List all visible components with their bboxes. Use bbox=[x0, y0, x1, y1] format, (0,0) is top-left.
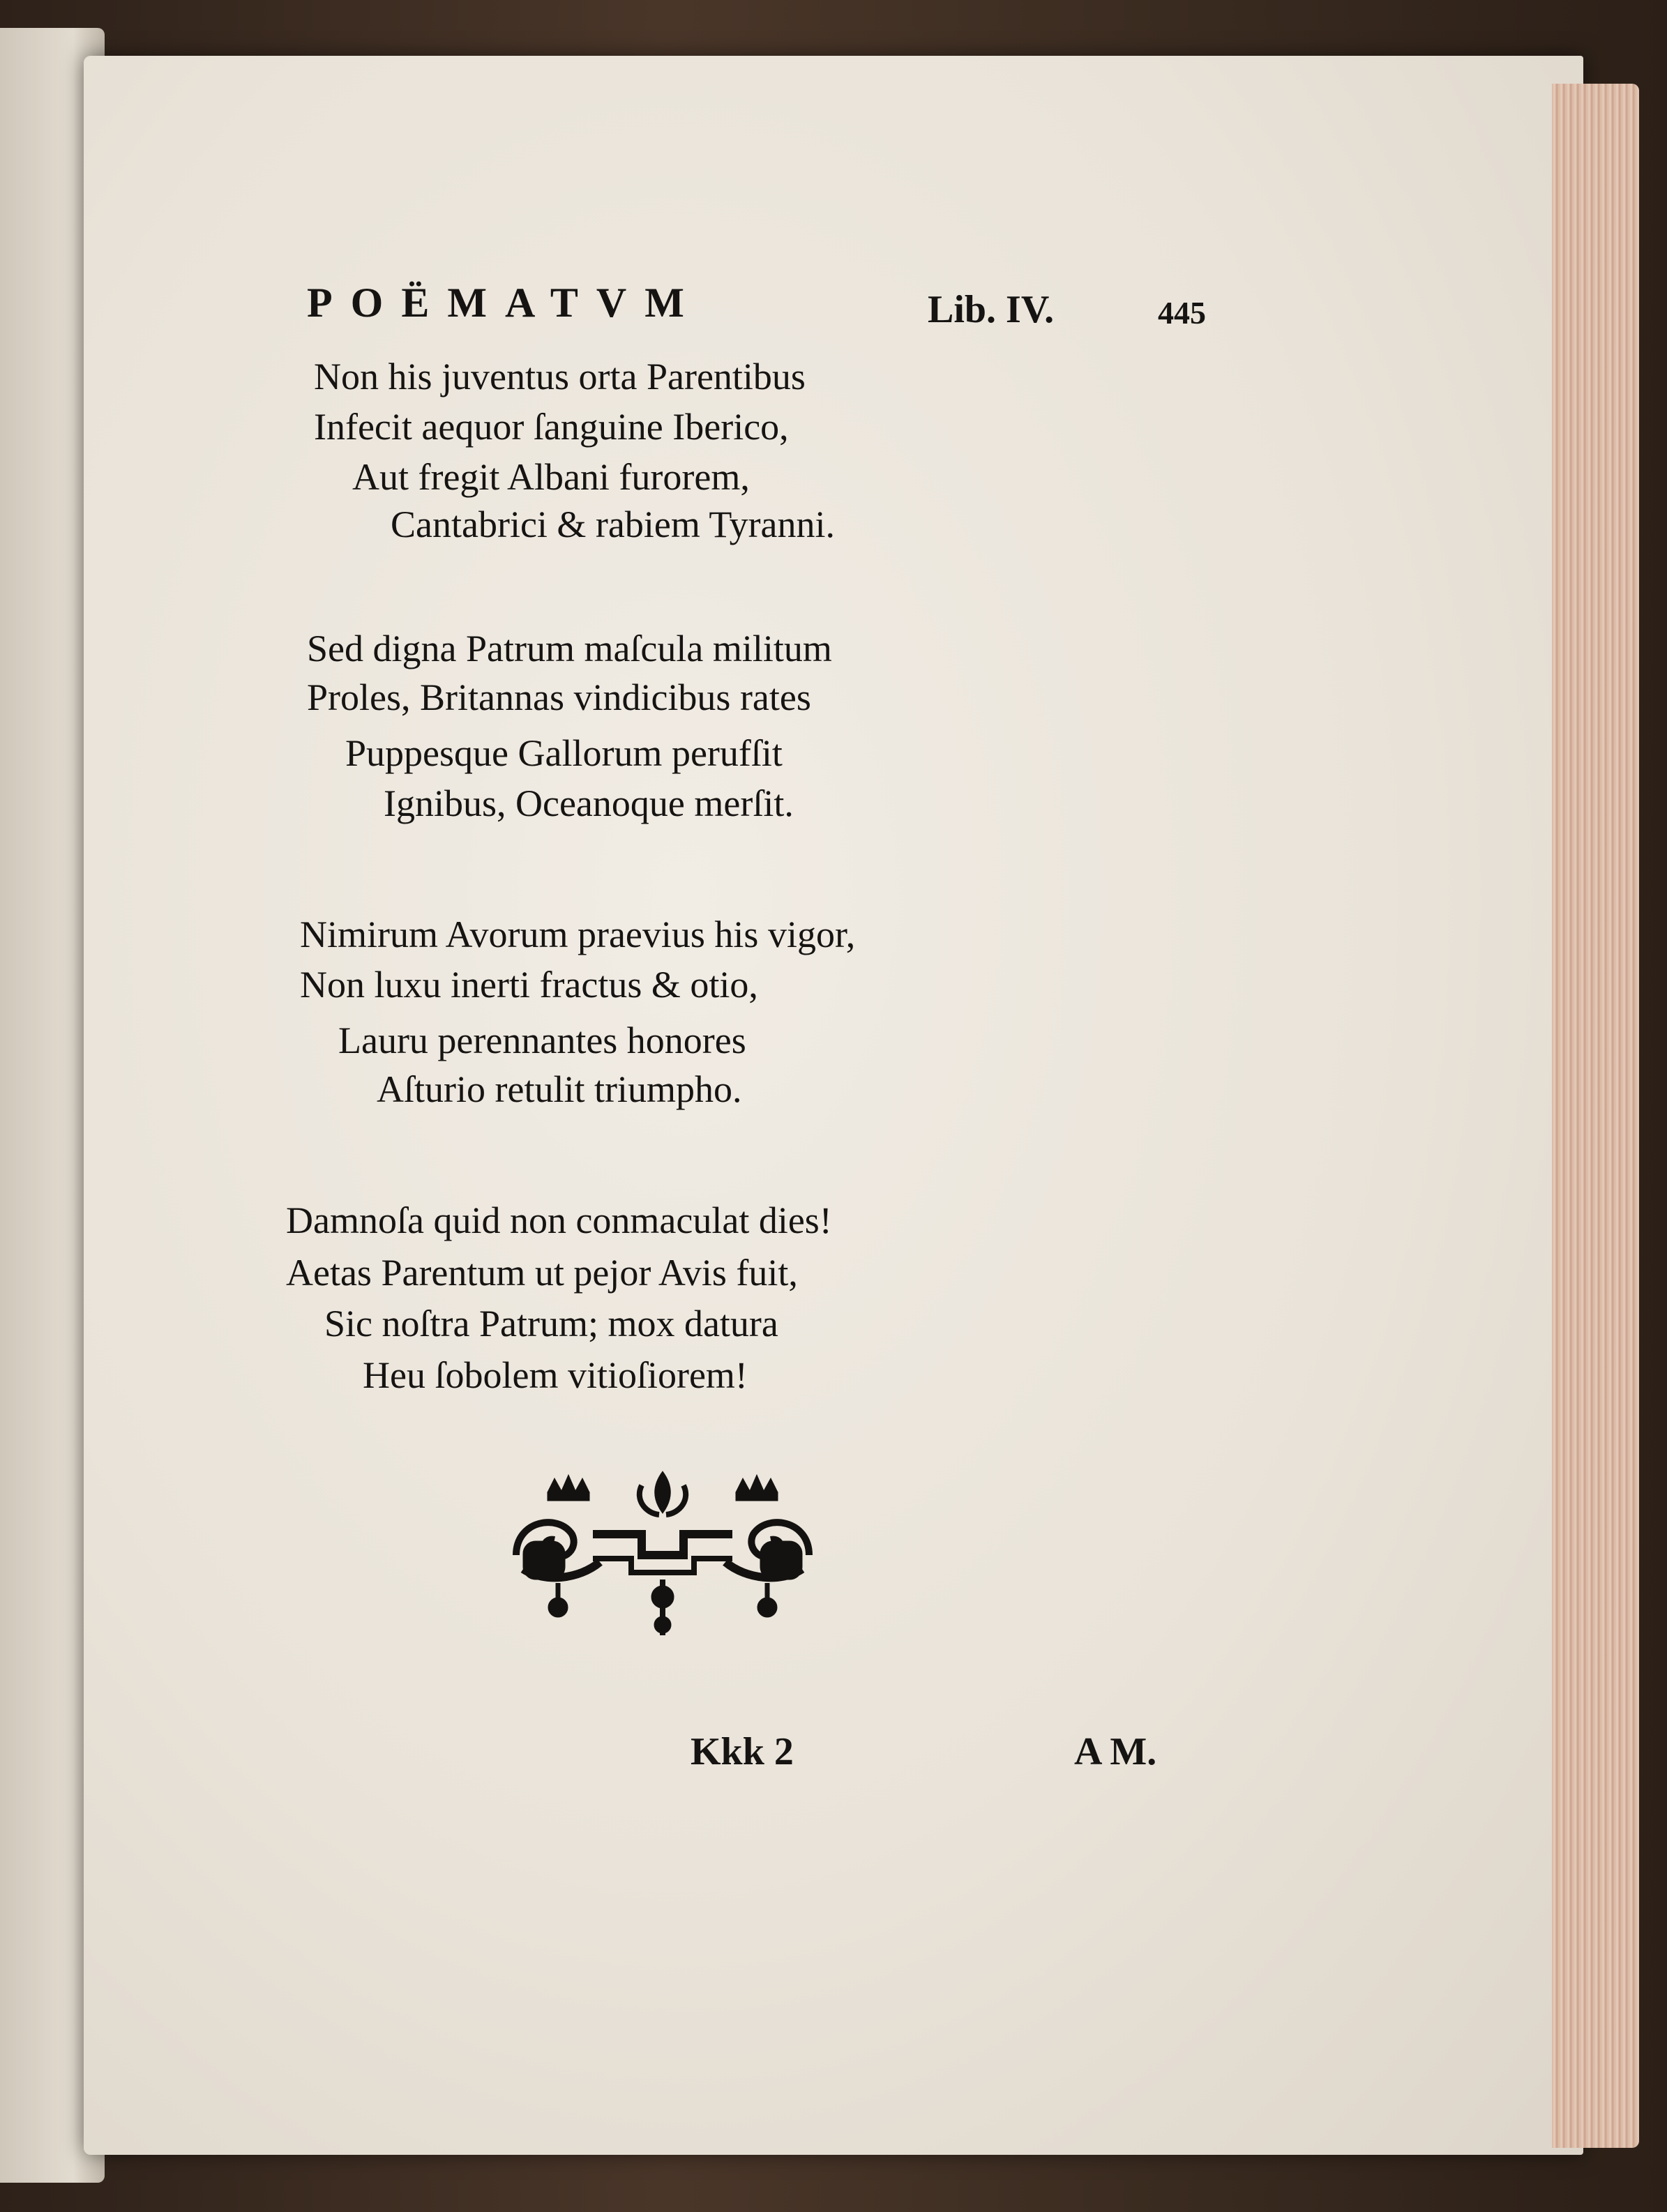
verse-line: Aetas Parentum ut pejor Avis fuit, bbox=[286, 1252, 798, 1294]
verse-line: Ignibus, Oceanoque merſit. bbox=[384, 782, 794, 824]
verse-line: Heu ſobolem vitioſiorem! bbox=[363, 1354, 748, 1396]
page-stack-edges bbox=[1552, 84, 1639, 2148]
verse-line: Sed digna Patrum maſcula militum bbox=[307, 628, 832, 669]
printers-ornament-icon bbox=[502, 1464, 823, 1646]
verse-line: Nimirum Avorum praevius his vigor, bbox=[300, 914, 856, 955]
running-head bbox=[307, 279, 1255, 342]
verse-line: Aut fregit Albani furorem, bbox=[352, 456, 750, 498]
page-number: 445 bbox=[1158, 295, 1206, 331]
running-title: POËMATVM bbox=[307, 280, 702, 326]
verse-line: Damnoſa quid non conmaculat dies! bbox=[286, 1199, 832, 1241]
verse-line: Infecit aequor ſanguine Iberico, bbox=[314, 406, 789, 448]
page-footer bbox=[0, 1729, 1667, 1785]
verse-line: Aſturio retulit triumpho. bbox=[377, 1068, 742, 1110]
verse-line: Sic noſtra Patrum; mox datura bbox=[324, 1303, 778, 1344]
verse-line: Lauru perennantes honores bbox=[338, 1020, 746, 1061]
verse-line: Puppesque Gallorum perufſit bbox=[345, 732, 783, 774]
book-number: Lib. IV. bbox=[928, 288, 1055, 331]
verse-line: Cantabrici & rabiem Tyranni. bbox=[391, 503, 836, 545]
verse-line: Non his juventus orta Parentibus bbox=[314, 356, 806, 397]
verse-line: Proles, Britannas vindicibus rates bbox=[307, 676, 811, 718]
catchword: A M. bbox=[1074, 1730, 1157, 1773]
signature-mark: Kkk 2 bbox=[691, 1730, 794, 1773]
verse-line: Non luxu inerti fractus & otio, bbox=[300, 964, 758, 1006]
